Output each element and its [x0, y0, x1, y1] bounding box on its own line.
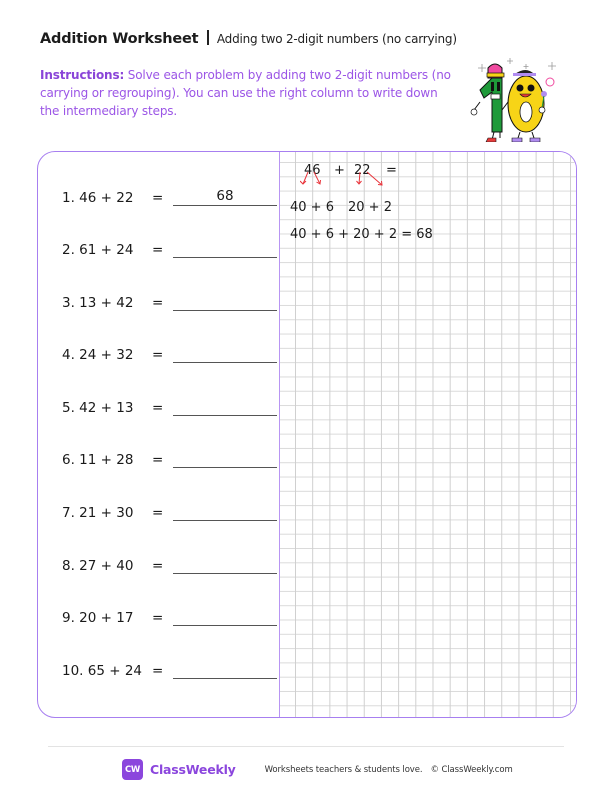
classweekly-logo-icon: CW [122, 759, 143, 780]
equals-sign: = [152, 610, 164, 626]
instructions-label: Instructions: [40, 68, 125, 82]
answer-field[interactable] [173, 449, 277, 468]
equals-sign: = [152, 242, 164, 258]
column-divider [279, 152, 280, 717]
equals-sign: = [152, 190, 164, 206]
problem-expression: 7. 21 + 30 [62, 505, 134, 521]
equals-sign: = [152, 663, 164, 679]
answer-field[interactable] [173, 397, 277, 416]
equals-sign: = [152, 347, 164, 363]
work-sum: 40 + 6 + 20 + 2 = 68 [290, 227, 433, 242]
problem-row [62, 238, 277, 258]
title-separator [207, 30, 209, 45]
instructions-text: Solve each problem by adding two 2-digit numbers (no carrying or regrouping). You can use the right column to write down the intermediary steps. [40, 68, 451, 118]
work-equals: = [386, 163, 397, 178]
brand-name: ClassWeekly [150, 762, 236, 777]
work-split-b: 20 + 2 [348, 200, 392, 215]
worksheet-box [37, 151, 577, 718]
problem-row [62, 186, 277, 206]
answer-field[interactable] [173, 292, 277, 311]
equals-sign: = [152, 295, 164, 311]
problem-row [62, 291, 277, 311]
number-ten-mascot-illustration [468, 52, 564, 142]
worksheet-header [40, 28, 457, 47]
work-split-a: 40 + 6 [290, 200, 334, 215]
footer [122, 759, 513, 780]
answer-field[interactable] [173, 660, 277, 679]
tagline: Worksheets teachers & students love. [264, 764, 423, 775]
page-title: Addition Worksheet [40, 31, 199, 47]
instructions [40, 66, 460, 120]
problem-row [62, 501, 277, 521]
equals-sign: = [152, 558, 164, 574]
problem-expression: 4. 24 + 32 [62, 347, 134, 363]
equals-sign: = [152, 505, 164, 521]
problem-row [62, 448, 277, 468]
answer-field[interactable] [173, 555, 277, 574]
answer-field[interactable] [173, 607, 277, 626]
work-operand-a: 46 [304, 163, 321, 178]
problem-row [62, 343, 277, 363]
problem-expression: 9. 20 + 17 [62, 610, 134, 626]
problem-expression: 10. 65 + 24 [62, 663, 143, 679]
problem-expression: 3. 13 + 42 [62, 295, 134, 311]
page-subtitle: Adding two 2-digit numbers (no carrying) [216, 32, 457, 46]
equals-sign: = [152, 400, 164, 416]
problem-expression: 1. 46 + 22 [62, 190, 134, 206]
problem-row [62, 606, 277, 626]
footer-divider [48, 746, 564, 747]
problem-expression: 8. 27 + 40 [62, 558, 134, 574]
work-operand-b: 22 [354, 163, 371, 178]
problem-expression: 5. 42 + 13 [62, 400, 134, 416]
copyright: © ClassWeekly.com [430, 764, 513, 775]
work-plus: + [334, 163, 345, 178]
decomposition-arrows-icon [300, 170, 420, 192]
problem-row [62, 396, 277, 416]
problem-expression: 2. 61 + 24 [62, 242, 134, 258]
answer-field[interactable] [173, 344, 277, 363]
answer-field[interactable] [173, 502, 277, 521]
problem-row [62, 659, 277, 679]
problem-expression: 6. 11 + 28 [62, 452, 134, 468]
answer-field[interactable]: 68 [173, 187, 277, 206]
answer-field[interactable] [173, 239, 277, 258]
problem-row [62, 554, 277, 574]
equals-sign: = [152, 452, 164, 468]
